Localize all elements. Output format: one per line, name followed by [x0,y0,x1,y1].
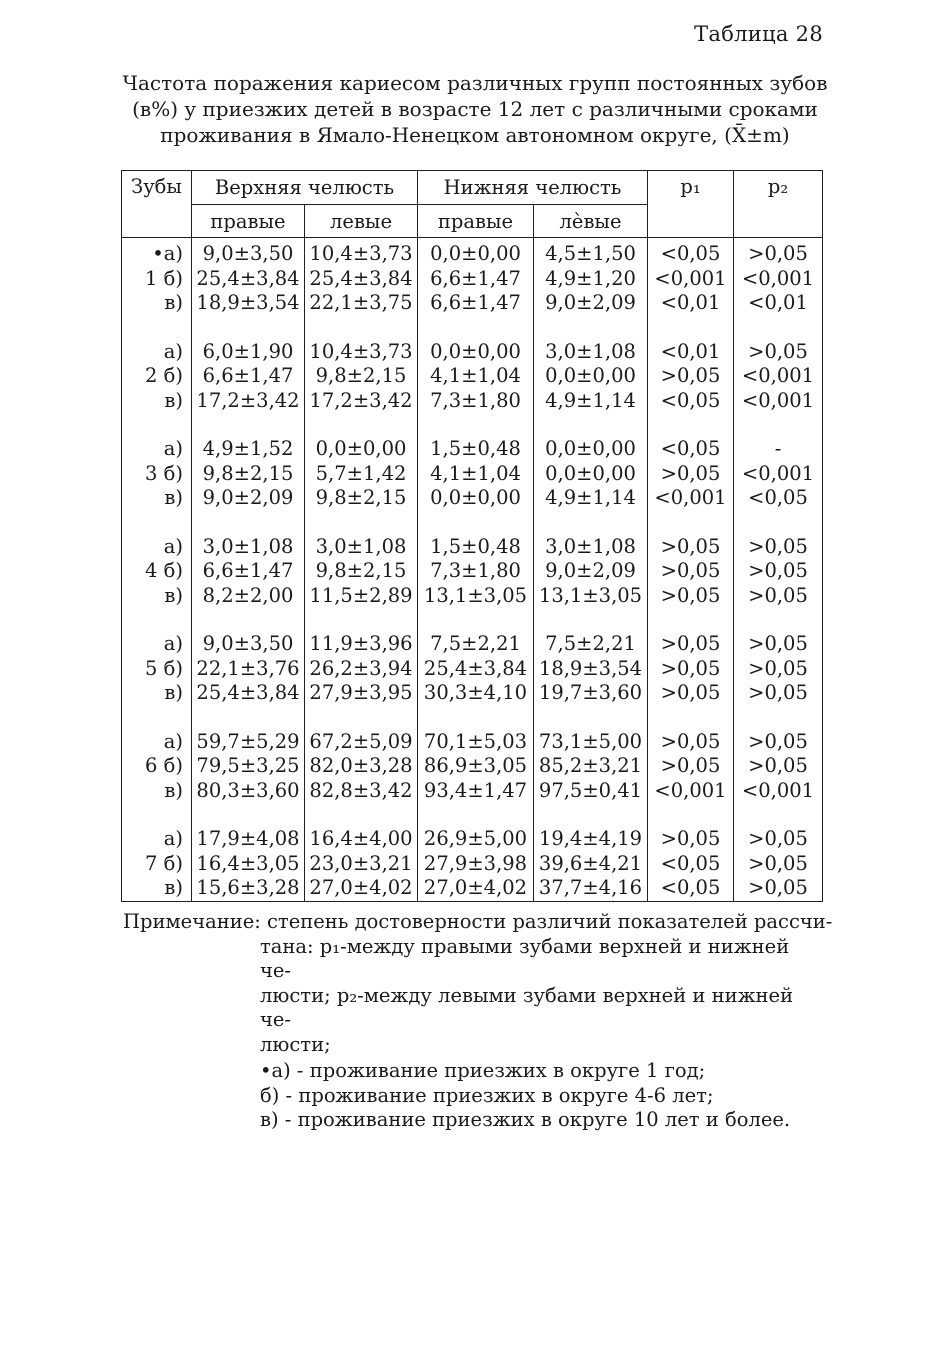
table-cell: 8,2±2,00 [192,584,305,609]
table-cell: >0,05 [734,559,823,584]
table-cell: 16,4±4,00 [305,827,418,852]
table-row [122,559,823,584]
table-cell: 19,4±4,19 [534,827,648,852]
spacer-cell [122,511,192,535]
table-cell: <0,001 [734,267,823,292]
spacer-cell [122,316,192,340]
table-cell: 13,1±3,05 [418,584,534,609]
header-p2: p₂ [734,171,823,238]
table-cell: 13,1±3,05 [534,584,648,609]
spacer-cell [734,706,823,730]
row-label: в) [122,681,192,706]
table-cell: 7,3±1,80 [418,559,534,584]
table-row [122,632,823,657]
note-lead: Примечание: степень достоверности различий показателей рассчи- [123,910,833,933]
legend-b: б) - проживание приезжих в округе 4-6 лет; [260,1083,714,1107]
note-text-1: тана: p₁-между правыми зубами верхней и нижней че- [260,934,790,982]
title-line-2: (в%) у приезжих детей в возрасте 12 лет с различными сроками [132,97,818,121]
table-cell: 9,0±2,09 [534,291,648,316]
table-row [122,389,823,414]
table-cell: 11,5±2,89 [305,584,418,609]
table-cell: <0,01 [648,291,734,316]
table-cell: 17,9±4,08 [192,827,305,852]
table-cell: 3,0±1,08 [534,535,648,560]
table-cell: 97,5±0,41 [534,779,648,804]
table-cell: 22,1±3,76 [192,657,305,682]
table-cell: >0,05 [648,535,734,560]
spacer-cell [534,706,648,730]
spacer-cell [734,803,823,827]
table-cell: 25,4±3,84 [192,267,305,292]
spacer-cell [192,706,305,730]
spacer-cell [418,706,534,730]
spacer-cell [305,803,418,827]
spacer-cell [192,803,305,827]
table-cell: 5,7±1,42 [305,462,418,487]
table-cell: >0,05 [734,754,823,779]
table-number: Таблица 28 [694,22,823,46]
spacer-cell [534,608,648,632]
spacer-cell [418,608,534,632]
table-cell: <0,01 [734,291,823,316]
table-row [122,535,823,560]
table-cell: <0,001 [648,267,734,292]
table-cell: 80,3±3,60 [192,779,305,804]
spacer-cell [648,706,734,730]
table-row [122,267,823,292]
table-cell: 25,4±3,84 [305,267,418,292]
spacer-cell [192,316,305,340]
table-row [122,462,823,487]
group-spacer [122,608,823,632]
group-spacer [122,511,823,535]
table-row [122,340,823,365]
table-cell: 79,5±3,25 [192,754,305,779]
row-label: 6 б) [122,754,192,779]
table-cell: >0,05 [734,535,823,560]
table-cell: 9,8±2,15 [305,486,418,511]
table-cell: >0,05 [648,681,734,706]
table-cell: - [734,437,823,462]
spacer-cell [734,316,823,340]
table-cell: 0,0±0,00 [534,364,648,389]
note-legend [123,1059,823,1133]
table-cell: 26,9±5,00 [418,827,534,852]
table-cell: 7,3±1,80 [418,389,534,414]
table-cell: 9,0±3,50 [192,238,305,267]
table-cell: 0,0±0,00 [305,437,418,462]
spacer-cell [122,413,192,437]
table-row [122,238,823,267]
spacer-cell [648,316,734,340]
table-cell: 4,1±1,04 [418,364,534,389]
table-cell: 18,9±3,54 [534,657,648,682]
spacer-cell [192,608,305,632]
table-cell: >0,05 [648,827,734,852]
row-label: в) [122,584,192,609]
spacer-cell [192,413,305,437]
note-text-3: люсти; [260,1032,331,1056]
spacer-cell [418,511,534,535]
row-label: 1 б) [122,267,192,292]
table-cell: <0,01 [648,340,734,365]
row-label: в) [122,486,192,511]
table-cell: <0,05 [648,876,734,901]
table-cell: 67,2±5,09 [305,730,418,755]
header-teeth: Зубы [122,171,192,238]
spacer-cell [534,511,648,535]
table-cell: 22,1±3,75 [305,291,418,316]
table-cell: 3,0±1,08 [534,340,648,365]
table-cell: 0,0±0,00 [418,340,534,365]
table-cell: 9,0±2,09 [192,486,305,511]
table-cell: 9,8±2,15 [192,462,305,487]
table-cell: <0,001 [734,462,823,487]
row-label: а) [122,730,192,755]
table-cell: >0,05 [648,632,734,657]
table-cell: 27,0±4,02 [305,876,418,901]
title-line-3: проживания в Ямало-Ненецком автономном округе, (X̄±m) [160,123,790,147]
table-cell: <0,001 [734,389,823,414]
table-cell: <0,001 [734,779,823,804]
table-cell: >0,05 [734,238,823,267]
table-cell: 27,9±3,95 [305,681,418,706]
table-cell: 73,1±5,00 [534,730,648,755]
legend-a: •а) - проживание приезжих в округе 1 год; [260,1059,706,1082]
table-cell: 16,4±3,05 [192,852,305,877]
table-row [122,754,823,779]
table-cell: >0,05 [734,827,823,852]
table-cell: 6,6±1,47 [418,291,534,316]
table-cell: <0,05 [648,852,734,877]
spacer-cell [648,511,734,535]
spacer-cell [534,803,648,827]
table-cell: <0,05 [648,437,734,462]
spacer-cell [305,316,418,340]
table-cell: >0,05 [734,584,823,609]
table-cell: 17,2±3,42 [305,389,418,414]
table-cell: <0,05 [648,389,734,414]
spacer-cell [418,413,534,437]
table-cell: 86,9±3,05 [418,754,534,779]
spacer-cell [534,413,648,437]
table-row [122,584,823,609]
row-label: 7 б) [122,852,192,877]
table-cell: 9,0±2,09 [534,559,648,584]
row-label: 5 б) [122,657,192,682]
table-cell: 4,9±1,14 [534,389,648,414]
row-label: 4 б) [122,559,192,584]
header-p1: p₁ [648,171,734,238]
table-cell: 93,4±1,47 [418,779,534,804]
table-cell: >0,05 [648,730,734,755]
table-row [122,876,823,901]
table-cell: 9,8±2,15 [305,364,418,389]
table-cell: 4,1±1,04 [418,462,534,487]
table-row [122,291,823,316]
spacer-cell [305,413,418,437]
table-cell: >0,05 [734,681,823,706]
table-cell: 1,5±0,48 [418,535,534,560]
table-row [122,486,823,511]
table-cell: 7,5±2,21 [418,632,534,657]
row-label: а) [122,340,192,365]
table-cell: >0,05 [734,852,823,877]
table-cell: <0,001 [648,779,734,804]
row-label: в) [122,291,192,316]
row-label: а) [122,535,192,560]
table-row [122,437,823,462]
table-row [122,827,823,852]
header-upper-jaw: Верхняя челюсть [192,171,418,205]
row-label: а) [122,437,192,462]
legend-c: в) - проживание приезжих в округе 10 лет и более. [260,1108,791,1131]
spacer-cell [734,413,823,437]
table-cell: 4,9±1,20 [534,267,648,292]
spacer-cell [648,413,734,437]
spacer-cell [734,511,823,535]
header-lower-left: лѐвые [534,205,648,238]
table-cell: 30,3±4,10 [418,681,534,706]
title-line-1: Частота поражения кариесом различных групп постоянных зубов [122,71,828,95]
table-cell: 26,2±3,94 [305,657,418,682]
table-row [122,657,823,682]
table-header [122,171,823,238]
note-text-2: люсти; p₂-между левыми зубами верхней и нижней че- [260,983,794,1031]
table-cell: <0,05 [648,238,734,267]
row-label: а) [122,632,192,657]
table-cell: 70,1±5,03 [418,730,534,755]
table-row [122,730,823,755]
table-cell: >0,05 [648,584,734,609]
table-cell: 10,4±3,73 [305,238,418,267]
table-cell: 6,6±1,47 [192,559,305,584]
table-cell: >0,05 [734,340,823,365]
table-cell: 0,0±0,00 [534,462,648,487]
table-cell: 27,9±3,98 [418,852,534,877]
table-cell: 15,6±3,28 [192,876,305,901]
row-label: в) [122,876,192,901]
group-spacer [122,803,823,827]
table-cell: 4,9±1,52 [192,437,305,462]
table-note [123,910,833,1133]
table-cell: 37,7±4,16 [534,876,648,901]
header-lower-right: правые [418,205,534,238]
row-label: в) [122,389,192,414]
row-label: 2 б) [122,364,192,389]
table-cell: 27,0±4,02 [418,876,534,901]
table-cell: >0,05 [648,462,734,487]
table-cell: 0,0±0,00 [418,486,534,511]
table-cell: 25,4±3,84 [192,681,305,706]
header-upper-left: левые [305,205,418,238]
table-cell: <0,05 [734,486,823,511]
table-cell: 9,0±3,50 [192,632,305,657]
table-cell: >0,05 [648,754,734,779]
table-cell: 39,6±4,21 [534,852,648,877]
table-cell: >0,05 [648,364,734,389]
table-cell: 19,7±3,60 [534,681,648,706]
spacer-cell [122,608,192,632]
table-cell: <0,001 [648,486,734,511]
table-title [120,70,830,148]
row-label: в) [122,779,192,804]
spacer-cell [648,608,734,632]
table-cell: >0,05 [648,657,734,682]
table-cell: 0,0±0,00 [418,238,534,267]
table-cell: 6,6±1,47 [418,267,534,292]
table-cell: 7,5±2,21 [534,632,648,657]
table-cell: 82,0±3,28 [305,754,418,779]
spacer-cell [305,511,418,535]
table-cell: 10,4±3,73 [305,340,418,365]
table-cell: 6,6±1,47 [192,364,305,389]
spacer-cell [305,706,418,730]
table-cell: >0,05 [734,876,823,901]
table-cell: 85,2±3,21 [534,754,648,779]
spacer-cell [305,608,418,632]
spacer-cell [734,608,823,632]
table-cell: 18,9±3,54 [192,291,305,316]
table-cell: 4,9±1,14 [534,486,648,511]
table-cell: 4,5±1,50 [534,238,648,267]
table-cell: >0,05 [734,730,823,755]
table-row [122,681,823,706]
spacer-cell [418,316,534,340]
spacer-cell [122,706,192,730]
table-cell: >0,05 [734,657,823,682]
caries-table [121,170,823,902]
table-cell: 59,7±5,29 [192,730,305,755]
table-cell: 23,0±3,21 [305,852,418,877]
table-cell: 6,0±1,90 [192,340,305,365]
table-cell: >0,05 [648,559,734,584]
table-row [122,364,823,389]
spacer-cell [192,511,305,535]
group-spacer [122,706,823,730]
table-cell: <0,001 [734,364,823,389]
table-cell: 25,4±3,84 [418,657,534,682]
row-label: •а) [122,238,192,267]
table-row [122,779,823,804]
table-cell: 0,0±0,00 [534,437,648,462]
header-lower-jaw: Нижняя челюсть [418,171,648,205]
table-cell: 11,9±3,96 [305,632,418,657]
row-label: а) [122,827,192,852]
spacer-cell [534,316,648,340]
spacer-cell [122,803,192,827]
table-cell: 17,2±3,42 [192,389,305,414]
table-body [122,238,823,902]
group-spacer [122,316,823,340]
spacer-cell [418,803,534,827]
header-upper-right: правые [192,205,305,238]
table-row [122,852,823,877]
group-spacer [122,413,823,437]
table-cell: 9,8±2,15 [305,559,418,584]
table-cell: 1,5±0,48 [418,437,534,462]
spacer-cell [648,803,734,827]
table-cell: >0,05 [734,632,823,657]
row-label: 3 б) [122,462,192,487]
table-cell: 3,0±1,08 [192,535,305,560]
table-cell: 3,0±1,08 [305,535,418,560]
table-cell: 82,8±3,42 [305,779,418,804]
